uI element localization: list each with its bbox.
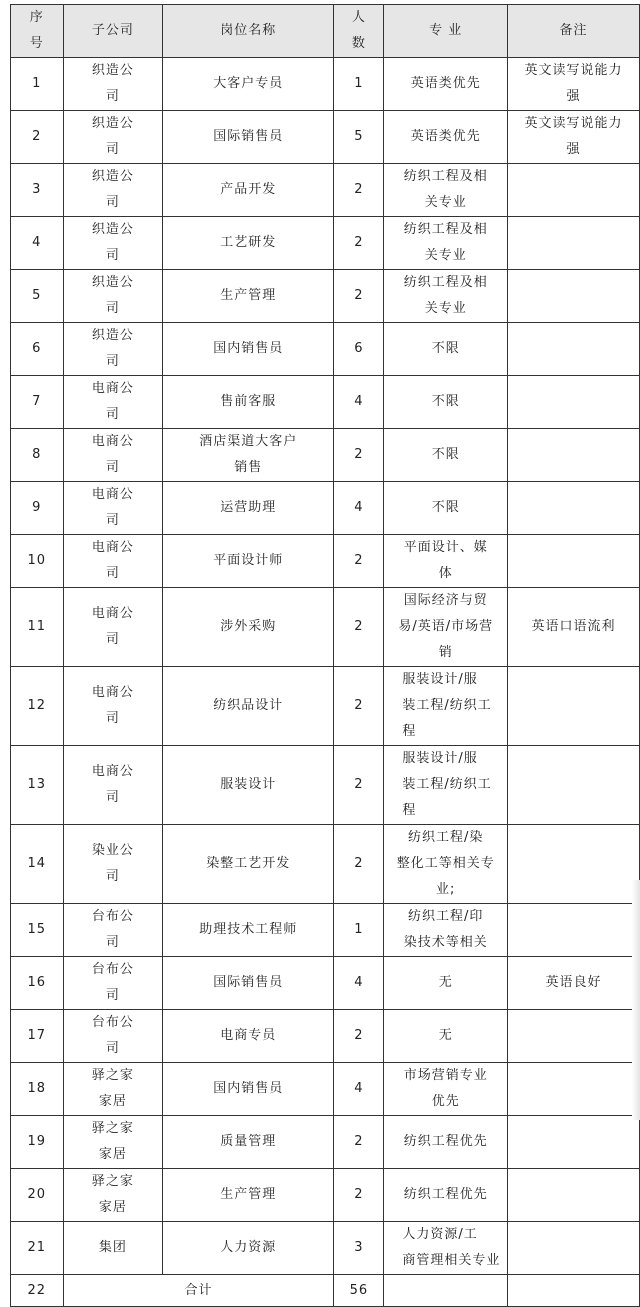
table-row <box>11 58 640 111</box>
table-row <box>11 429 640 482</box>
total-major <box>384 1275 508 1307</box>
cell-company: 织造公 司 <box>63 111 163 164</box>
total-row <box>11 1275 640 1307</box>
cell-major: 平面设计、媒 体 <box>384 535 508 588</box>
cell-major: 纺织工程优先 <box>384 1116 508 1169</box>
cell-no: 14 <box>11 825 64 904</box>
table-row <box>11 746 640 825</box>
cell-count: 2 <box>334 1010 384 1063</box>
cell-major: 不限 <box>384 429 508 482</box>
cell-company: 电商公 司 <box>63 588 163 667</box>
cell-position: 酒店渠道大客户 销售 <box>163 429 334 482</box>
cell-remark <box>508 482 640 535</box>
cell-remark <box>508 667 640 746</box>
cell-count: 2 <box>334 164 384 217</box>
cell-major: 人力资源/工 商管理相关专业 <box>384 1222 508 1275</box>
cell-company: 电商公 司 <box>63 429 163 482</box>
cell-count: 2 <box>334 588 384 667</box>
cell-company: 台布公 司 <box>63 1010 163 1063</box>
header-row <box>11 5 640 58</box>
cell-no: 18 <box>11 1063 64 1116</box>
cell-position: 电商专员 <box>163 1010 334 1063</box>
cell-major: 不限 <box>384 482 508 535</box>
table-row <box>11 111 640 164</box>
cell-remark <box>508 270 640 323</box>
cell-major: 纺织工程及相 关专业 <box>384 164 508 217</box>
cell-no: 6 <box>11 323 64 376</box>
cell-company: 电商公 司 <box>63 535 163 588</box>
cell-position: 助理技术工程师 <box>163 904 334 957</box>
cell-no: 8 <box>11 429 64 482</box>
cell-count: 2 <box>334 535 384 588</box>
cell-remark: 英语良好 <box>508 957 640 1010</box>
cell-no: 15 <box>11 904 64 957</box>
cell-company: 电商公 司 <box>63 482 163 535</box>
page-edge-shadow <box>632 880 640 1120</box>
cell-count: 2 <box>334 270 384 323</box>
cell-no: 12 <box>11 667 64 746</box>
table-row <box>11 904 640 957</box>
cell-remark <box>508 1169 640 1222</box>
total-remark <box>508 1275 640 1307</box>
cell-remark <box>508 164 640 217</box>
cell-major: 纺织工程优先 <box>384 1169 508 1222</box>
cell-count: 2 <box>334 217 384 270</box>
cell-position: 生产管理 <box>163 1169 334 1222</box>
cell-position: 运营助理 <box>163 482 334 535</box>
cell-major: 市场营销专业 优先 <box>384 1063 508 1116</box>
cell-no: 5 <box>11 270 64 323</box>
header-count: 人 数 <box>334 5 384 58</box>
cell-company: 驿之家 家居 <box>63 1063 163 1116</box>
cell-major: 纺织工程/印 染技术等相关 <box>384 904 508 957</box>
cell-remark <box>508 323 640 376</box>
cell-company: 驿之家 家居 <box>63 1116 163 1169</box>
cell-count: 4 <box>334 1063 384 1116</box>
cell-count: 6 <box>334 323 384 376</box>
cell-count: 2 <box>334 429 384 482</box>
cell-company: 织造公 司 <box>63 217 163 270</box>
cell-position: 产品开发 <box>163 164 334 217</box>
cell-major: 服装设计/服 装工程/纺织工程 <box>384 667 508 746</box>
cell-major: 纺织工程/染 整化工等相关专 业; <box>384 825 508 904</box>
cell-major: 英语类优先 <box>384 58 508 111</box>
total-label: 合计 <box>63 1275 334 1307</box>
cell-position: 质量管理 <box>163 1116 334 1169</box>
cell-count: 5 <box>334 111 384 164</box>
header-company: 子公司 <box>63 5 163 58</box>
cell-company: 织造公 司 <box>63 270 163 323</box>
cell-no: 2 <box>11 111 64 164</box>
cell-remark: 英文读写说能力 强 <box>508 58 640 111</box>
cell-company: 织造公 司 <box>63 164 163 217</box>
table-row <box>11 482 640 535</box>
cell-company: 集团 <box>63 1222 163 1275</box>
cell-major: 国际经济与贸 易/英语/市场营 销 <box>384 588 508 667</box>
table-row <box>11 825 640 904</box>
cell-no: 10 <box>11 535 64 588</box>
cell-company: 电商公 司 <box>63 746 163 825</box>
cell-position: 染整工艺开发 <box>163 825 334 904</box>
cell-position: 生产管理 <box>163 270 334 323</box>
cell-count: 1 <box>334 904 384 957</box>
table-row <box>11 957 640 1010</box>
cell-position: 国际销售员 <box>163 957 334 1010</box>
cell-no: 7 <box>11 376 64 429</box>
cell-no: 13 <box>11 746 64 825</box>
cell-no: 21 <box>11 1222 64 1275</box>
cell-major: 纺织工程及相 关专业 <box>384 270 508 323</box>
cell-company: 驿之家 家居 <box>63 1169 163 1222</box>
cell-major: 纺织工程及相 关专业 <box>384 217 508 270</box>
cell-major: 无 <box>384 1010 508 1063</box>
table-row <box>11 1222 640 1275</box>
cell-no: 4 <box>11 217 64 270</box>
cell-remark <box>508 746 640 825</box>
cell-company: 台布公 司 <box>63 904 163 957</box>
table-row <box>11 376 640 429</box>
cell-company: 台布公 司 <box>63 957 163 1010</box>
cell-remark <box>508 1116 640 1169</box>
table-row <box>11 535 640 588</box>
cell-no: 19 <box>11 1116 64 1169</box>
cell-position: 售前客服 <box>163 376 334 429</box>
cell-company: 电商公 司 <box>63 667 163 746</box>
cell-no: 16 <box>11 957 64 1010</box>
header-remark: 备注 <box>508 5 640 58</box>
cell-company: 染业公 司 <box>63 825 163 904</box>
cell-remark <box>508 376 640 429</box>
cell-remark <box>508 1222 640 1275</box>
cell-position: 服装设计 <box>163 746 334 825</box>
cell-company: 织造公 司 <box>63 58 163 111</box>
cell-count: 1 <box>334 58 384 111</box>
cell-remark <box>508 429 640 482</box>
total-no: 22 <box>11 1275 64 1307</box>
cell-position: 大客户专员 <box>163 58 334 111</box>
cell-count: 4 <box>334 957 384 1010</box>
cell-no: 3 <box>11 164 64 217</box>
total-count: 56 <box>334 1275 384 1307</box>
cell-remark <box>508 904 640 957</box>
cell-major: 无 <box>384 957 508 1010</box>
table-row <box>11 164 640 217</box>
cell-remark: 英文读写说能力 强 <box>508 111 640 164</box>
cell-position: 工艺研发 <box>163 217 334 270</box>
cell-position: 国际销售员 <box>163 111 334 164</box>
header-position: 岗位名称 <box>163 5 334 58</box>
cell-remark <box>508 825 640 904</box>
recruitment-table <box>10 4 640 1307</box>
table-row <box>11 1063 640 1116</box>
cell-major: 不限 <box>384 323 508 376</box>
cell-count: 4 <box>334 376 384 429</box>
cell-position: 纺织品设计 <box>163 667 334 746</box>
cell-remark <box>508 217 640 270</box>
cell-count: 3 <box>334 1222 384 1275</box>
cell-no: 11 <box>11 588 64 667</box>
cell-major: 服装设计/服 装工程/纺织工程 <box>384 746 508 825</box>
cell-major: 英语类优先 <box>384 111 508 164</box>
table-row <box>11 1116 640 1169</box>
cell-remark <box>508 1063 640 1116</box>
cell-count: 2 <box>334 1116 384 1169</box>
cell-position: 涉外采购 <box>163 588 334 667</box>
cell-no: 20 <box>11 1169 64 1222</box>
table-row <box>11 270 640 323</box>
cell-position: 国内销售员 <box>163 323 334 376</box>
cell-no: 9 <box>11 482 64 535</box>
table-row <box>11 217 640 270</box>
cell-remark: 英语口语流利 <box>508 588 640 667</box>
cell-count: 2 <box>334 746 384 825</box>
table-row <box>11 1010 640 1063</box>
cell-position: 平面设计师 <box>163 535 334 588</box>
table-row <box>11 588 640 667</box>
header-no: 序 号 <box>11 5 64 58</box>
cell-count: 2 <box>334 825 384 904</box>
cell-company: 电商公 司 <box>63 376 163 429</box>
table-body <box>11 5 640 1307</box>
cell-remark <box>508 535 640 588</box>
cell-count: 2 <box>334 667 384 746</box>
table-row <box>11 1169 640 1222</box>
cell-major: 不限 <box>384 376 508 429</box>
cell-count: 4 <box>334 482 384 535</box>
cell-position: 人力资源 <box>163 1222 334 1275</box>
cell-no: 17 <box>11 1010 64 1063</box>
header-major: 专 业 <box>384 5 508 58</box>
cell-position: 国内销售员 <box>163 1063 334 1116</box>
table-row <box>11 667 640 746</box>
table-row <box>11 323 640 376</box>
cell-count: 2 <box>334 1169 384 1222</box>
cell-remark <box>508 1010 640 1063</box>
cell-company: 织造公 司 <box>63 323 163 376</box>
cell-no: 1 <box>11 58 64 111</box>
